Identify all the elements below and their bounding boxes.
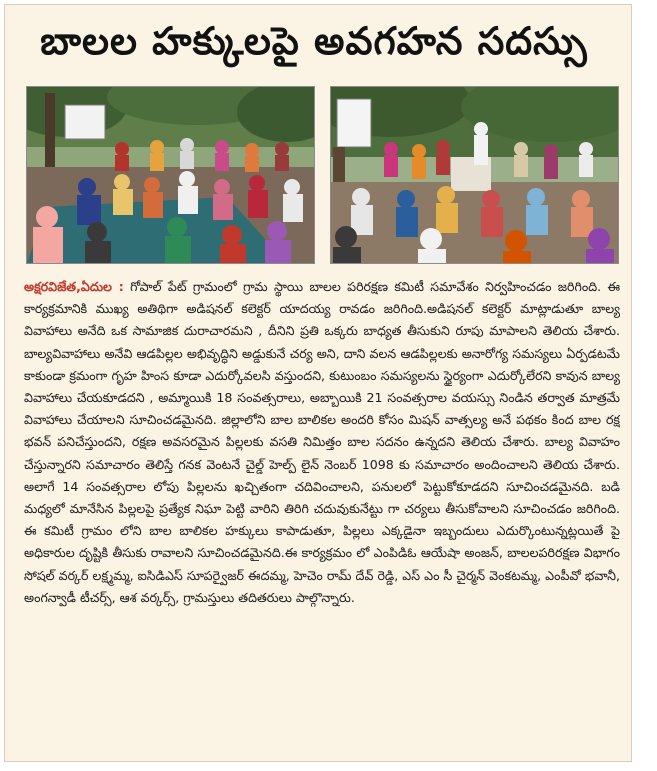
meeting-photo-right-image: [331, 87, 618, 263]
dateline: అక్షరవిజేత,ఏదుల :: [24, 279, 124, 294]
meeting-photo-right: [330, 86, 619, 264]
headline: బాలల హక్కులపై అవగహన సదస్సు: [40, 19, 588, 63]
article-text: గోపాల్ పేట్ గ్రామంలో గ్రామ స్థాయి బాలల పరిరక్షణ కమిటీ సమావేశం నిర్వహించడం జరిగింది. ఈ కార్యక్రమానికి ముఖ్య అతిథిగా అడిషనల్ కలెక్టర్ యాదయ్య రావడం జరిగింది.అడిషనల్ కలెక్టర్ మాట్లాడుతూ బాల్య వివాహాలు అనేది ఒక సామాజిక దురాచారమని , దీనిని ప్రతి ఒక్కరు బాధ్యత తీసుకుని రూపు మాపాలని తెలియ చేశారు. బాల్యవివాహాలు అనేవి ఆడపిల్లల అభివృద్ధిని అడ్డుకునే చర్య అని, దాని వలన ఆడపిల్లలకు అనారోగ్య సమస్యలు ఏర్పడటమే కాకుండా క్రమంగా గృహ హింస కూడా ఎదుర్కోవలసి వస్తుందని, కుటుంబం సమస్యలను స్థైర్యంగా ఎదుర్కోలేరని కావున బాల్య వివాహాలు చేయకూడదని , అమ్మాయికి 18 సంవత్సరాలు, అబ్బాయికి 21 సంవత్సరాల వయస్సు నిండిన తర్వాత మాత్రమే వివాహాలు చేయాలని సూచించడమైనది. జిల్లాలోని బాల బాలికల అందరి కోసం మిషన్ వాత్సల్య అనే పథకం కింద బాల రక్ష భవన్ పనిచేస్తుందని, రక్షణ అవసరమైన పిల్లలకు వసతి నిమిత్తం బాల సదనం ఉన్నదని తెలియ చేశారు. బాల్య వివాహం చేస్తున్నారని సమాచారం తెలిస్తే గనక వెంటనే చైల్డ్ హెల్ప్ లైన్ నెంబర్ 1098 కు సమాచారం అందించాలని తెలియ చేశారు. అలాగే 14 సంవత్సరాల లోపు పిల్లలను ఖచ్చితంగా చదివించాలని, పనులలో పెట్టుకోకూడదని సూచించడమైనది. బడి మధ్యలో మానేసిన పిల్లలపై ప్రత్యేక నిఘా పెట్టి వారిని తిరిగి చదువుకునేట్టు గా చర్యలు తీసుకోవాలని సూచించడం జరిగింది. ఈ కమిటీ గ్రామం లోని బాల బాలికల హక్కులు కాపాడుతూ, పిల్లలు ఎక్కడైనా ఇబ్బందులు ఎదుర్కొంటున్నట్లయితే పై అధికారుల దృష్టికి తీసుకు రావాలని సూచించడమైనది.ఈ కార్యక్రమం లో ఎంపిడిఓ ఆయేషా అంజన్, బాలలపరిరక్షణ విభాగం సోషల్ వర్కర్ లక్ష్మమ్మ, ఐసిడిఎస్ సూపర్వైజర్ ఈదమ్మ, హెచెం రామ్ దేవ్ రెడ్డి, ఎస్ ఎం సీ చైర్మన్ వెంకటమ్మ, ఎంపీవో భవానీ, అంగన్వాడీ టీచర్స్, ఆశ వర్కర్స్, గ్రామస్తులు తదితరులు పాల్గొన్నారు.: [24, 279, 620, 605]
meeting-photo-left: [26, 86, 315, 264]
meeting-photo-left-image: [27, 87, 314, 263]
article-body: [24, 276, 620, 756]
